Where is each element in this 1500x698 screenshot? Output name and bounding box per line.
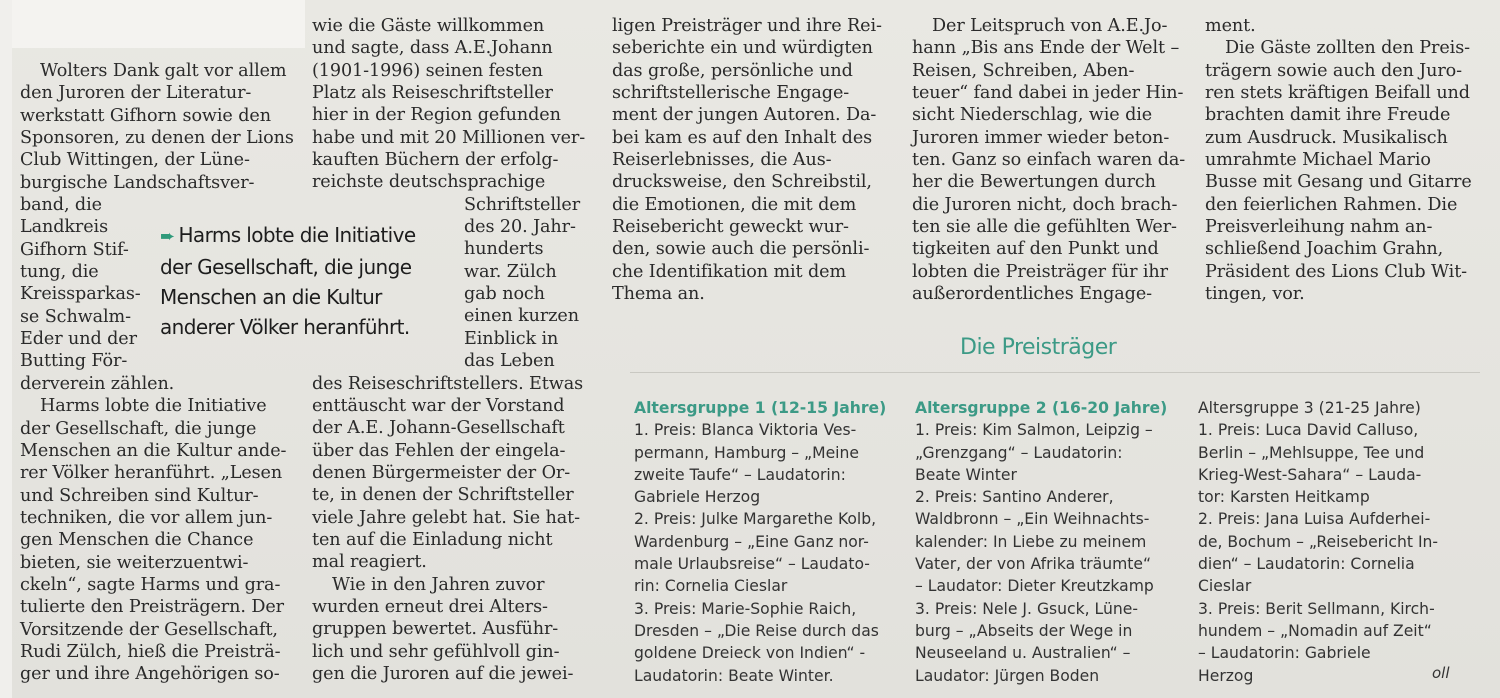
article-column-3 [612,15,886,305]
text-line: bieten, sie weiterzuentwi- [20,552,249,573]
text-line: schriftstellerische Engage- [612,83,850,104]
text-line: Die Gäste zollten den Preis- [1225,38,1470,59]
prize-entry-line: 3. Preis: Nele J. Gsuck, Lüne- [915,599,1138,618]
text-line: des 20. Jahr- [464,217,576,238]
text-line: ment. [1205,16,1256,36]
prize-entry-line: Gabriele Herzog [634,488,761,507]
prize-entry-line: 3. Preis: Berit Sellmann, Kirch- [1198,599,1435,618]
prize-entry-line: Beate Winter [915,465,1017,484]
text-line: Reisen, Schreiben, Aben- [912,60,1135,81]
text-line: ren stets kräftigen Beifall und [1205,83,1470,104]
prize-group-1 [634,397,904,687]
text-line: Sponsoren, zu denen der Lions [20,128,294,149]
text-line: tulierte den Preisträgern. Der [20,597,284,618]
prize-group-3 [1198,397,1478,687]
text-line: gruppen bewertet. Ausführ- [312,619,559,640]
text-line: ligen Preisträger und ihre Rei- [612,16,882,36]
text-line: habe und mit 20 Millionen ver- [312,127,586,148]
text-line: viele Jahre gelebt hat. Sie hat- [312,507,580,528]
prize-entry-line: tor: Karsten Heitkamp [1198,488,1370,507]
text-line: Club Wittingen, der Lüne- [20,150,250,171]
prize-entry-line: dien“ – Laudatorin: Cornelia [1198,555,1415,574]
prize-entry-line: rin: Cornelia Cieslar [634,577,788,596]
author-signature: oll [1432,664,1450,682]
prize-entry-line: Laudatorin: Beate Winter. [634,666,834,685]
text-line: ten. Ganz so einfach waren da- [912,150,1186,171]
prize-entry-line: goldene Dreieck von Indien“ - [634,644,866,663]
prize-entry-line: Wardenburg – „Eine Ganz nor- [634,532,869,551]
text-line: den Juroren der Literatur- [20,83,252,104]
text-line: das Leben [464,351,555,372]
prize-entry-line: 2. Preis: Jana Luisa Aufderhei- [1198,510,1431,529]
pull-quote-line: ➨ Harms lobte die Initiative [160,223,416,247]
prize-entry-line: kalender: In Liebe zu meinem [915,532,1147,551]
article-column-4 [912,15,1186,305]
text-line: das große, persönliche und [612,60,853,81]
text-line: sicht Niederschlag, wie die [912,105,1153,126]
text-line: die Emotionen, die mit dem [612,194,857,215]
arrow-right-icon: ➨ [160,226,175,247]
text-line: Wolters Dank galt vor allem [40,61,287,81]
text-line: gen die Juroren auf die jewei- [312,663,574,684]
text-line: war. Zülch [464,261,557,282]
prize-entry-line: Cieslar [1198,577,1252,596]
prize-entry-line: Laudator: Jürgen Boden [915,666,1100,685]
text-line: te, in denen der Schriftsteller [312,485,574,506]
text-line: burgische Landschaftsver- [20,172,255,193]
text-line: ckeln“, sagte Harms und gra- [20,574,281,595]
text-line: Harms lobte die Initiative [40,396,267,417]
prize-entry-line: 2. Preis: Julke Margarethe Kolb, [634,510,877,529]
pull-quote-line: der Gesellschaft, die junge [160,255,412,279]
text-line: tigkeiten auf den Punkt und [912,239,1159,260]
paper-tear [0,0,305,48]
text-line: Kreissparkas- [20,284,141,305]
text-line: Wie in den Jahren zuvor [332,574,545,595]
text-line: der A.E. Johann-Gesellschaft [312,418,565,439]
text-line: teuer“ fand dabei in jeder Hin- [912,83,1184,104]
prize-group-2 [915,397,1185,687]
text-line: derverein zählen. [20,373,175,394]
text-line: denen Bürgermeister der Or- [312,462,571,483]
text-line: Thema an. [612,284,705,305]
text-line: Der Leitspruch von A.E.Jo- [932,16,1168,36]
pull-quote-line: Menschen an die Kultur [160,285,382,309]
text-line: seberichte ein und würdigten [612,38,873,59]
text-line: band, die [20,195,102,216]
text-line: Einblick in [464,328,559,349]
section-title-preistraeger: Die Preisträger [960,335,1117,360]
text-line: Butting För- [20,351,128,372]
text-line: gab noch [464,284,545,305]
text-line: che Identifikation mit dem [612,261,847,282]
text-line: und Schreiben sind Kultur- [20,485,259,506]
prize-entry-line: Herzog [1198,666,1254,685]
prize-entry-line: Berlin – „Mehlsuppe, Tee und [1198,443,1425,462]
text-line: schließend Joachim Grahn, [1205,239,1444,260]
text-line: Platz als Reiseschriftsteller [312,83,553,104]
text-line: Reisebericht geweckt wur- [612,217,849,238]
text-line: Reiserlebnisses, die Aus- [612,150,832,171]
prize-entry-line: – Laudatorin: Gabriele [1198,644,1371,663]
text-line: rer Völker heranführt. „Lesen [20,463,283,484]
text-line: ment der jungen Autoren. Da- [612,105,877,126]
text-line: (1901-1996) seinen festen [312,60,543,81]
text-line: der Gesellschaft, die junge [20,418,257,439]
article-column-5 [1205,15,1481,305]
prize-entry-line: Vater, der von Afrika träumte“ [915,555,1152,574]
text-line: einen kurzen [464,306,579,327]
text-line: Gifhorn Stif- [20,239,129,260]
paper-edge [0,0,12,698]
text-line: brachten damit ihre Freude [1205,105,1451,126]
prize-entry-line: 1. Preis: Luca David Calluso, [1198,421,1419,440]
text-line: über das Fehlen der eingela- [312,440,566,461]
text-line: enttäuscht war der Vorstand [312,395,565,416]
text-line: hann „Bis ans Ende der Welt – [912,38,1180,59]
prize-entry-line: male Urlaubsreise“ – Laudato- [634,555,870,574]
prize-entry-line: 1. Preis: Kim Salmon, Leipzig – [915,421,1153,440]
prize-group-title: Altersgruppe 1 (12-15 Jahre) [634,399,887,417]
text-line: außerordentliches Engage- [912,284,1152,305]
prize-entry-line: permann, Hamburg – „Meine [634,443,859,462]
text-line: lobten die Preisträger für ihr [912,261,1168,282]
text-line: wurden erneut drei Alters- [312,596,548,617]
prize-entry-line: Krieg-West-Sahara“ – Lauda- [1198,465,1422,484]
text-line: reichste deutschsprachige [312,172,546,193]
text-line: Eder und der [20,329,137,350]
text-line: se Schwalm- [20,306,131,327]
pull-quote-line: anderer Völker heranführt. [160,315,410,339]
text-line: Busse mit Gesang und Gitarre [1205,172,1472,193]
text-line: hunderts [464,239,544,260]
text-line: umrahmte Michael Mario [1205,150,1431,171]
text-line: lich und sehr gefühlvoll gin- [312,641,560,662]
text-line: und sagte, dass A.E.Johann [312,38,553,59]
article-column-2 [312,15,586,685]
text-line: hier in der Region gefunden [312,105,561,126]
text-line: Menschen an die Kultur ande- [20,440,287,461]
text-line: Landkreis [20,217,109,238]
text-line: Präsident des Lions Club Wit- [1205,261,1468,282]
text-line: gen Menschen die Chance [20,530,254,551]
text-line: Juroren immer wieder beton- [912,127,1170,148]
prize-entry-line: burg – „Abseits der Wege in [915,621,1133,640]
text-line: ten auf die Einladung nicht [312,529,553,550]
text-line: Schriftsteller [464,194,581,215]
text-line: trägern sowie auch den Juro- [1205,60,1463,81]
text-line: her die Bewertungen durch [912,172,1156,193]
prize-entry-line: hundem – „Nomadin auf Zeit“ [1198,621,1432,640]
prize-entry-line: „Grenzgang“ – Laudatorin: [915,443,1123,462]
text-line: die Juroren nicht, doch brach- [912,194,1178,215]
text-line: ten sie alle die gefühlten Wer- [912,217,1177,238]
prize-entry-line: 1. Preis: Blanca Viktoria Ves- [634,421,857,440]
text-line: tung, die [20,262,99,283]
prize-entry-line: – Laudator: Dieter Kreutzkamp [915,577,1154,596]
prize-entry-line: zweite Taufe“ – Laudatorin: [634,465,846,484]
text-line: drucksweise, den Schreibstil, [612,172,872,193]
text-line: Rudi Zülch, hieß die Preisträ- [20,641,281,662]
prize-entry-line: Dresden – „Die Reise durch das [634,621,879,640]
text-line: den, sowie auch die persönli- [612,239,870,260]
article-column-1 [20,60,294,686]
text-line: wie die Gäste willkommen [312,16,545,36]
text-line: Preisverleihung nahm an- [1205,217,1433,238]
text-line: Vorsitzende der Gesellschaft, [20,619,278,640]
text-line: des Reiseschriftstellers. Etwas [312,373,584,394]
text-line: ger und ihre Angehörigen so- [20,664,280,685]
prize-entry-line: Waldbronn – „Ein Weihnachts- [915,510,1150,529]
text-line: mal reagiert. [312,552,427,573]
prize-group-title: Altersgruppe 3 (21-25 Jahre) [1198,399,1421,417]
text-line: tingen, vor. [1205,284,1305,305]
text-line: zum Ausdruck. Musikalisch [1205,127,1448,148]
text-line: kauften Büchern der erfolg- [312,150,559,171]
text-line: bei kam es auf den Inhalt des [612,127,873,148]
text-line: techniken, die vor allem jun- [20,507,273,528]
section-divider [630,372,1480,373]
text-line: werkstatt Gifhorn sowie den [20,105,271,126]
prize-entry-line: Neuseeland u. Australien“ – [915,644,1131,663]
prize-entry-line: de, Bochum – „Reisebericht In- [1198,532,1439,551]
prize-group-title: Altersgruppe 2 (16-20 Jahre) [915,399,1168,417]
prize-entry-line: 3. Preis: Marie-Sophie Raich, [634,599,857,618]
prize-entry-line: 2. Preis: Santino Anderer, [915,488,1114,507]
text-line: den feierlichen Rahmen. Die [1205,194,1458,215]
